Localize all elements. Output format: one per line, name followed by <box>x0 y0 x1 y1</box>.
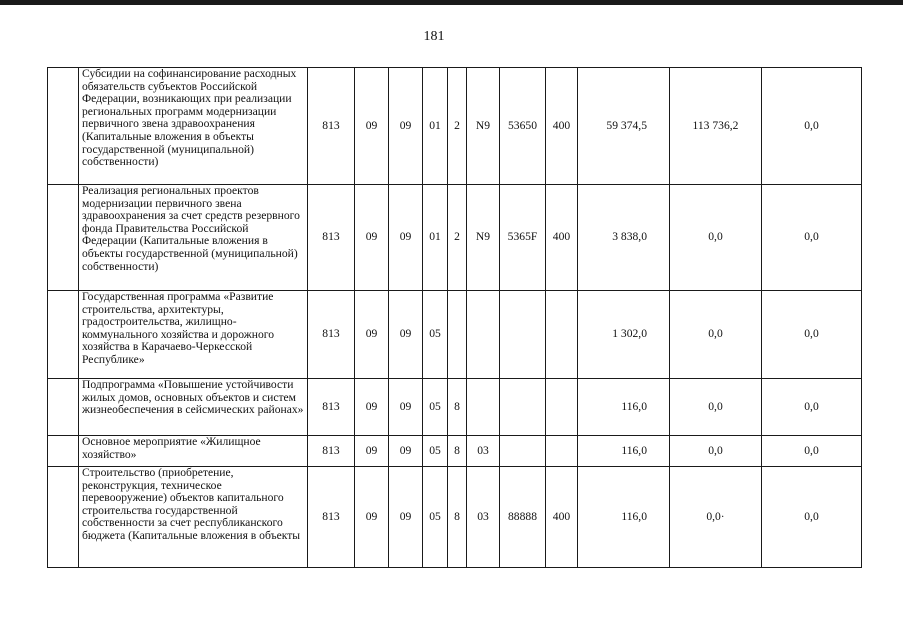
table-row <box>48 467 862 568</box>
row-number-cell <box>48 467 79 568</box>
row-number-cell <box>48 291 79 379</box>
item-name-cell: Реализация региональных проектов модернизации первичного звена здравоохранения за счет средств резервного фонда Правительства Российской Федерации (Капитальные вложения в объекты государственной (муниципальной) собственности) <box>79 185 308 291</box>
row-number-cell <box>48 436 79 467</box>
page-number: 181 <box>423 29 445 44</box>
subprogram-code-cell <box>448 291 467 379</box>
row-number-cell <box>48 185 79 291</box>
expense-type-code-cell <box>546 379 578 436</box>
table-row <box>48 379 862 436</box>
direction-code-cell: 88888 <box>500 467 546 568</box>
subsection-code-cell: 09 <box>389 436 423 467</box>
amount-year1-cell: 116,0 <box>578 467 670 568</box>
event-code-cell <box>467 379 500 436</box>
table-row <box>48 291 862 379</box>
amount-year1-cell: 1 302,0 <box>578 291 670 379</box>
event-code-cell <box>467 291 500 379</box>
section-code-cell: 09 <box>355 436 389 467</box>
expense-type-code-cell <box>546 436 578 467</box>
ministry-code-cell: 813 <box>308 291 355 379</box>
table-row <box>48 68 862 185</box>
amount-year1-cell: 59 374,5 <box>578 68 670 185</box>
amount-year2-cell: 113 736,2 <box>670 68 762 185</box>
program-code-cell: 05 <box>423 436 448 467</box>
program-code-cell: 01 <box>423 68 448 185</box>
amount-year2-cell: 0,0 <box>670 379 762 436</box>
program-code-cell: 05 <box>423 467 448 568</box>
item-name-cell: Субсидии на софинансирование расходных обязательств субъектов Российской Федерации, возникающих при реализации региональных программ модернизации первичного звена здравоохранения (Капитальные вложения в объекты государственной (муниципальной) собственности) <box>79 68 308 185</box>
subsection-code-cell: 09 <box>389 68 423 185</box>
expense-type-code-cell <box>546 291 578 379</box>
amount-year3-cell: 0,0 <box>762 379 862 436</box>
section-code-cell: 09 <box>355 185 389 291</box>
item-name-cell: Основное мероприятие «Жилищное хозяйство» <box>79 436 308 467</box>
subsection-code-cell: 09 <box>389 379 423 436</box>
expense-type-code-cell: 400 <box>546 467 578 568</box>
section-code-cell: 09 <box>355 68 389 185</box>
item-name-cell: Государственная программа «Развитие строительства, архитектуры, градостроительства, жилищно-коммунального хозяйства и дорожного хозяйства в Карачаево-Черкесской Республике» <box>79 291 308 379</box>
row-number-cell <box>48 379 79 436</box>
program-code-cell: 05 <box>423 379 448 436</box>
subsection-code-cell: 09 <box>389 467 423 568</box>
amount-year2-cell: 0,0 <box>670 291 762 379</box>
row-number-cell <box>48 68 79 185</box>
subprogram-code-cell: 8 <box>448 436 467 467</box>
subprogram-code-cell: 2 <box>448 185 467 291</box>
ministry-code-cell: 813 <box>308 436 355 467</box>
ministry-code-cell: 813 <box>308 379 355 436</box>
direction-code-cell: 5365F <box>500 185 546 291</box>
expense-type-code-cell: 400 <box>546 68 578 185</box>
section-code-cell: 09 <box>355 467 389 568</box>
section-code-cell: 09 <box>355 379 389 436</box>
item-name-cell: Строительство (приобретение, реконструкция, техническое перевооружение) объектов капитального строительства государственной собственности за счет республиканского бюджета (Капитальные вложения в объекты <box>79 467 308 568</box>
subprogram-code-cell: 2 <box>448 68 467 185</box>
amount-year2-cell: 0,0· <box>670 467 762 568</box>
budget-table-body <box>48 68 862 568</box>
ministry-code-cell: 813 <box>308 185 355 291</box>
program-code-cell: 05 <box>423 291 448 379</box>
ministry-code-cell: 813 <box>308 68 355 185</box>
event-code-cell: N9 <box>467 68 500 185</box>
amount-year3-cell: 0,0 <box>762 185 862 291</box>
table-row <box>48 185 862 291</box>
budget-table <box>47 67 862 568</box>
event-code-cell: N9 <box>467 185 500 291</box>
ministry-code-cell: 813 <box>308 467 355 568</box>
direction-code-cell <box>500 291 546 379</box>
amount-year3-cell: 0,0 <box>762 291 862 379</box>
section-code-cell: 09 <box>355 291 389 379</box>
amount-year3-cell: 0,0 <box>762 68 862 185</box>
amount-year2-cell: 0,0 <box>670 185 762 291</box>
amount-year3-cell: 0,0 <box>762 436 862 467</box>
program-code-cell: 01 <box>423 185 448 291</box>
amount-year2-cell: 0,0 <box>670 436 762 467</box>
expense-type-code-cell: 400 <box>546 185 578 291</box>
subsection-code-cell: 09 <box>389 185 423 291</box>
direction-code-cell: 53650 <box>500 68 546 185</box>
event-code-cell: 03 <box>467 436 500 467</box>
amount-year1-cell: 116,0 <box>578 436 670 467</box>
amount-year1-cell: 116,0 <box>578 379 670 436</box>
direction-code-cell <box>500 436 546 467</box>
subprogram-code-cell: 8 <box>448 379 467 436</box>
scan-top-edge <box>0 0 903 5</box>
amount-year1-cell: 3 838,0 <box>578 185 670 291</box>
table-row <box>48 436 862 467</box>
item-name-cell: Подпрограмма «Повышение устойчивости жилых домов, основных объектов и систем жизнеобеспечения в сейсмических районах» <box>79 379 308 436</box>
amount-year3-cell: 0,0 <box>762 467 862 568</box>
direction-code-cell <box>500 379 546 436</box>
subprogram-code-cell: 8 <box>448 467 467 568</box>
event-code-cell: 03 <box>467 467 500 568</box>
subsection-code-cell: 09 <box>389 291 423 379</box>
